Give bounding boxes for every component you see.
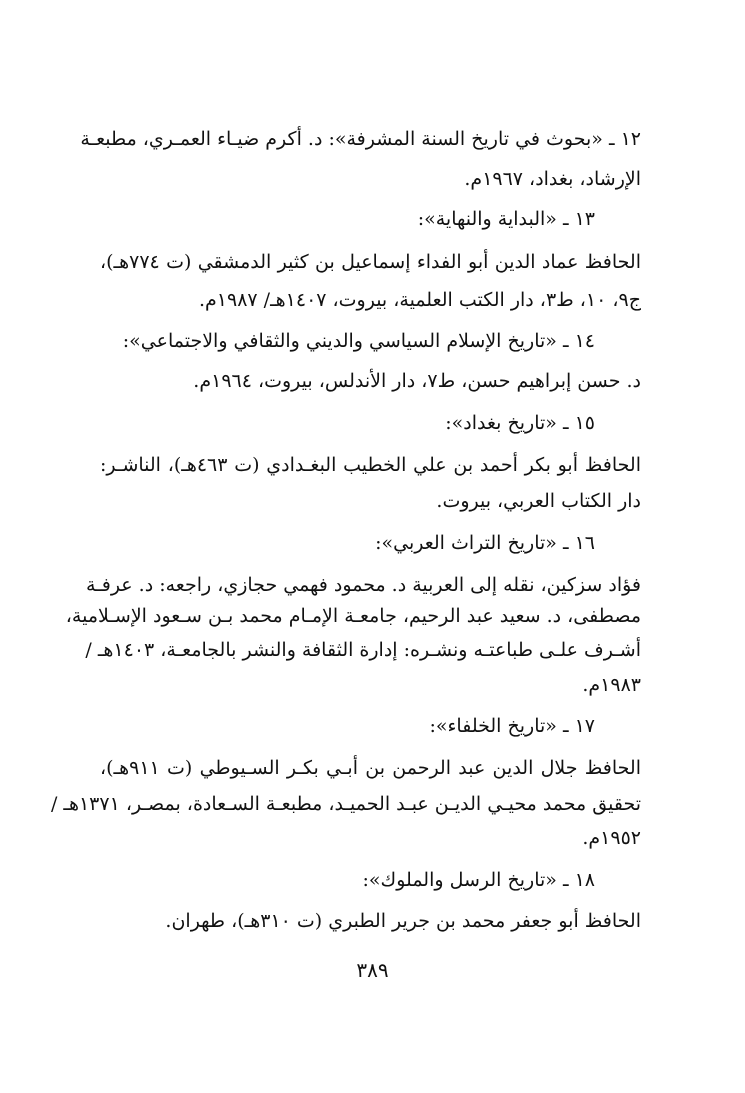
entry-13-heading: ١٣ ـ «البداية والنهاية»: bbox=[417, 208, 595, 230]
entry-17-line-2: تحقيق محمد محيـي الديـن عبـد الحميـد، مطبعـة السـعادة، بمصـر، ١٣٧١هـ / bbox=[50, 793, 641, 815]
entry-18-line-1: الحافظ أبو جعفر محمد بن جرير الطبري (ت ٣١٠هـ)، طهران. bbox=[165, 910, 641, 932]
entry-17-line-1: الحافظ جلال الدين عبد الرحمن بن أبـي بكـر السـيوطي (ت ٩١١هـ)، bbox=[100, 757, 641, 779]
entry-13-line-1: الحافظ عماد الدين أبو الفداء إسماعيل بن كثير الدمشقي (ت ٧٧٤هـ)، bbox=[100, 251, 641, 273]
entry-12-heading: ١٢ ـ «بحوث في تاريخ السنة المشرفة»: د. أكرم ضيـاء العمـري، مطبعـة bbox=[80, 128, 641, 150]
entry-16-line-2: مصطفى، د. سعيد عبد الرحيم، جامعـة الإمـام محمد بـن سـعود الإسـلامية، bbox=[65, 605, 641, 627]
entry-15-line-1: الحافظ أبو بكر أحمد بن علي الخطيب البغـدادي (ت ٤٦٣هـ)، الناشـر: bbox=[100, 454, 641, 476]
entry-16-line-1: فؤاد سزكين، نقله إلى العربية د. محمود فهمي حجازي، راجعه: د. عرفـة bbox=[85, 574, 641, 596]
page-number: ٣٨٩ bbox=[356, 958, 389, 982]
entry-12-line-1: الإرشاد، بغداد، ١٩٦٧م. bbox=[464, 168, 641, 190]
entry-17-heading: ١٧ ـ «تاريخ الخلفاء»: bbox=[429, 715, 595, 737]
entry-15-heading: ١٥ ـ «تاريخ بغداد»: bbox=[445, 412, 595, 434]
entry-18-heading: ١٨ ـ «تاريخ الرسل والملوك»: bbox=[362, 869, 595, 891]
entry-16-line-3: أشـرف علـى طباعتـه ونشـره: إدارة الثقافة والنشر بالجامعـة، ١٤٠٣هـ / bbox=[85, 639, 641, 661]
entry-15-line-2: دار الكتاب العربي، بيروت. bbox=[436, 490, 641, 512]
entry-14-line-1: د. حسن إبراهيم حسن، ط٧، دار الأندلس، بيروت، ١٩٦٤م. bbox=[193, 370, 641, 392]
entry-17-line-3: ١٩٥٢م. bbox=[582, 827, 641, 849]
entry-14-heading: ١٤ ـ «تاريخ الإسلام السياسي والديني والثقافي والاجتماعي»: bbox=[122, 330, 595, 352]
entry-16-heading: ١٦ ـ «تاريخ التراث العربي»: bbox=[375, 532, 595, 554]
entry-13-line-2: ج٩، ١٠، ط٣، دار الكتب العلمية، بيروت، ١٤٠٧هـ/ ١٩٨٧م. bbox=[198, 289, 641, 311]
entry-16-line-4: ١٩٨٣م. bbox=[582, 674, 641, 696]
